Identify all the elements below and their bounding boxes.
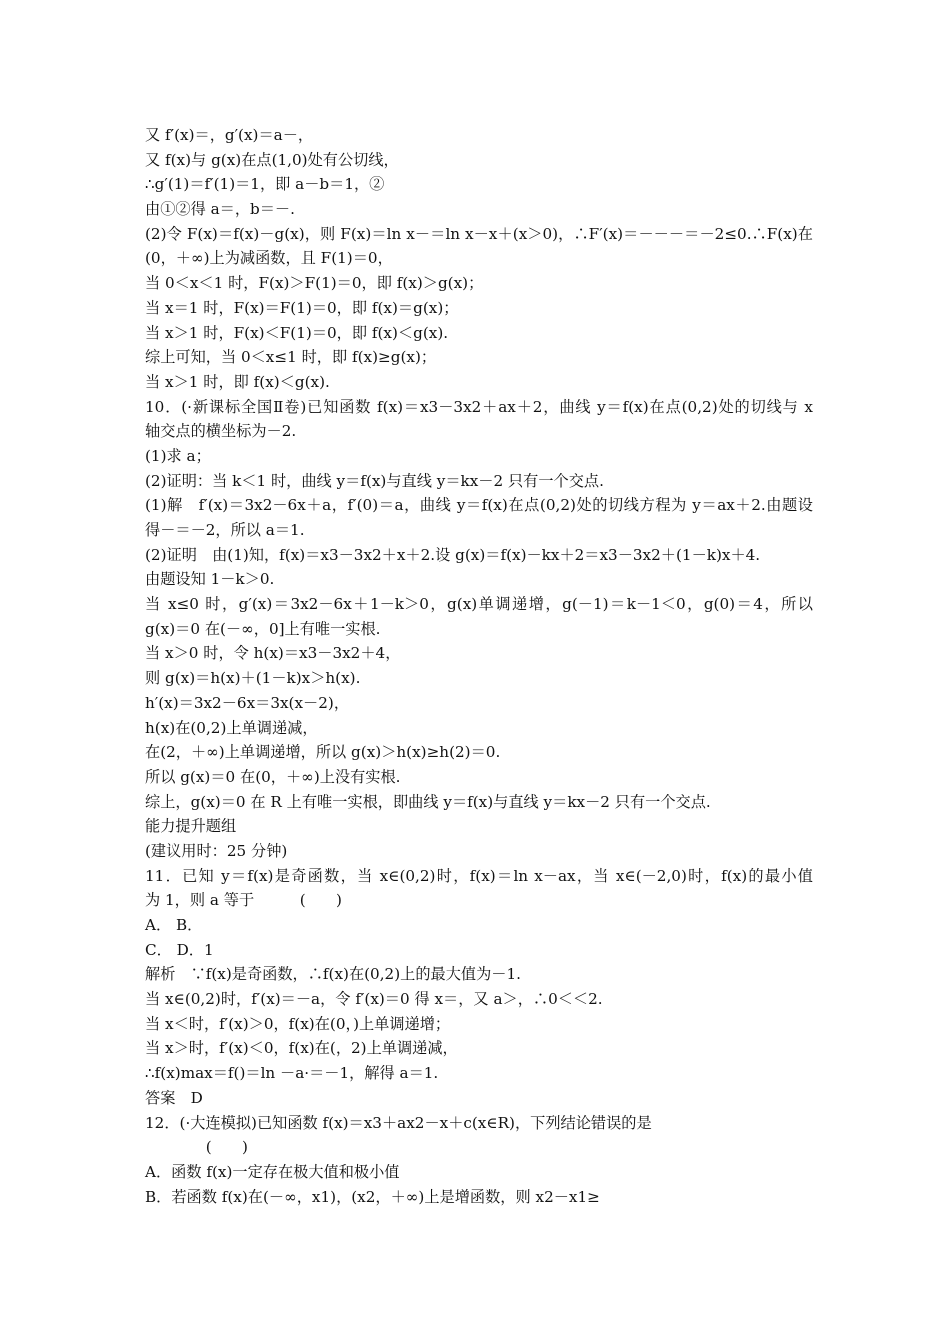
- text-line: 当 x＞时，f′(x)＜0，f(x)在(，2)上单调递减，: [145, 1039, 458, 1058]
- text-line: 能力提升题组: [145, 817, 237, 836]
- text-line: 由题设知 1－k＞0.: [145, 570, 275, 589]
- text-line: 在(2，＋∞)上单调递增，所以 g(x)＞h(x)≥h(2)＝0.: [145, 743, 501, 762]
- text-line: (1)解 f′(x)＝3x2－6x＋a，f′(0)＝a，曲线 y＝f(x)在点(0,2)处的切线方程为 y＝ax＋2.由题设: [145, 496, 813, 515]
- text-line: 当 x＞1 时，即 f(x)＜g(x).: [145, 372, 330, 391]
- document-body: [145, 123, 813, 1209]
- text-line: (1)求 a；: [145, 446, 211, 465]
- text-line: 11．已知 y＝f(x)是奇函数，当 x∈(0,2)时，f(x)＝ln x－ax，当 x∈(－2,0)时，f(x)的最小值: [145, 866, 813, 885]
- text-line: 答案 D: [145, 1088, 203, 1107]
- text-line: 当 x＝1 时，F(x)＝F(1)＝0，即 f(x)＝g(x)；: [145, 298, 459, 317]
- text-line: 10．(·新课标全国Ⅱ卷)已知函数 f(x)＝x3－3x2＋ax＋2，曲线 y＝f(x)在点(0,2)处的切线与 x: [145, 397, 813, 416]
- text-line: 当 x＞1 时，F(x)＜F(1)＝0，即 f(x)＜g(x).: [145, 323, 449, 342]
- text-line: A． B．: [145, 916, 203, 934]
- text-line: ∴g′(1)＝f′(1)＝1，即 a－b＝1，②: [145, 175, 385, 194]
- text-line: C． D．1: [145, 940, 214, 959]
- text-line: 又 f′(x)＝，g′(x)＝a－，: [145, 126, 314, 144]
- text-line: 综上可知，当 0＜x≤1 时，即 f(x)≥g(x)；: [145, 348, 437, 367]
- text-line: (2)令 F(x)＝f(x)－g(x)，则 F(x)＝ln x－＝ln x－x＋(x＞0)，∴F′(x)＝－－－＝－2≤0.∴F(x)在: [145, 224, 813, 243]
- text-line: 解析 ∵f(x)是奇函数，∴f(x)在(0,2)上的最大值为－1.: [145, 965, 521, 984]
- text-line: (2)证明：当 k＜1 时，曲线 y＝f(x)与直线 y＝kx－2 只有一个交点.: [145, 471, 604, 490]
- text-line: 又 f(x)与 g(x)在点(1,0)处有公切线，: [145, 150, 399, 169]
- text-line: 轴交点的横坐标为－2.: [145, 422, 297, 441]
- text-line: 综上，g(x)＝0 在 R 上有唯一实根，即曲线 y＝f(x)与直线 y＝kx－2 只有一个交点.: [145, 792, 711, 811]
- text-line: 当 0＜x＜1 时，F(x)＞F(1)＝0，即 f(x)＞g(x)；: [145, 274, 484, 293]
- text-line: ( ): [145, 1138, 248, 1157]
- text-line: 当 x＜时，f′(x)＞0，f(x)在(0，)上单调递增；: [145, 1014, 451, 1033]
- text-line: 由①②得 a＝，b＝－.: [145, 200, 295, 219]
- text-line: 当 x∈(0,2)时，f′(x)＝－a，令 f′(x)＝0 得 x＝，又 a＞，∴0＜＜2.: [145, 990, 603, 1009]
- text-line: 所以 g(x)＝0 在(0，＋∞)上没有实根.: [145, 767, 401, 786]
- text-line: B．若函数 f(x)在(－∞，x1)，(x2，＋∞)上是增函数，则 x2－x1≥: [145, 1187, 600, 1206]
- text-line: (0，＋∞)上为减函数，且 F(1)＝0，: [145, 249, 393, 268]
- text-line: A．函数 f(x)一定存在极大值和极小值: [145, 1162, 400, 1181]
- text-line: 12．(·大连模拟)已知函数 f(x)＝x3＋ax2－x＋c(x∈R)，下列结论错误的是: [145, 1113, 652, 1132]
- text-line: h′(x)＝3x2－6x＝3x(x－2)，: [145, 693, 350, 712]
- text-line: (建议用时：25 分钟): [145, 841, 288, 860]
- text-line: ∴f(x)max＝f()＝ln －a·＝－1，解得 a＝1.: [145, 1064, 439, 1083]
- text-line: h(x)在(0,2)上单调递减，: [145, 718, 318, 737]
- text-line: g(x)＝0 在(－∞，0]上有唯一实根.: [145, 619, 381, 638]
- text-line: 则 g(x)＝h(x)＋(1－k)x＞h(x).: [145, 669, 361, 688]
- text-line: 当 x≤0 时，g′(x)＝3x2－6x＋1－k＞0，g(x)单调递增，g(－1)＝k－1＜0，g(0)＝4，所以: [145, 595, 813, 614]
- text-line: (2)证明 由(1)知，f(x)＝x3－3x2＋x＋2.设 g(x)＝f(x)－kx＋2＝x3－3x2＋(1－k)x＋4.: [145, 545, 761, 564]
- text-line: 为 1，则 a 等于 ( ): [145, 891, 342, 910]
- text-line: 得－＝－2，所以 a＝1.: [145, 521, 305, 539]
- text-line: 当 x＞0 时，令 h(x)＝x3－3x2＋4，: [145, 644, 401, 663]
